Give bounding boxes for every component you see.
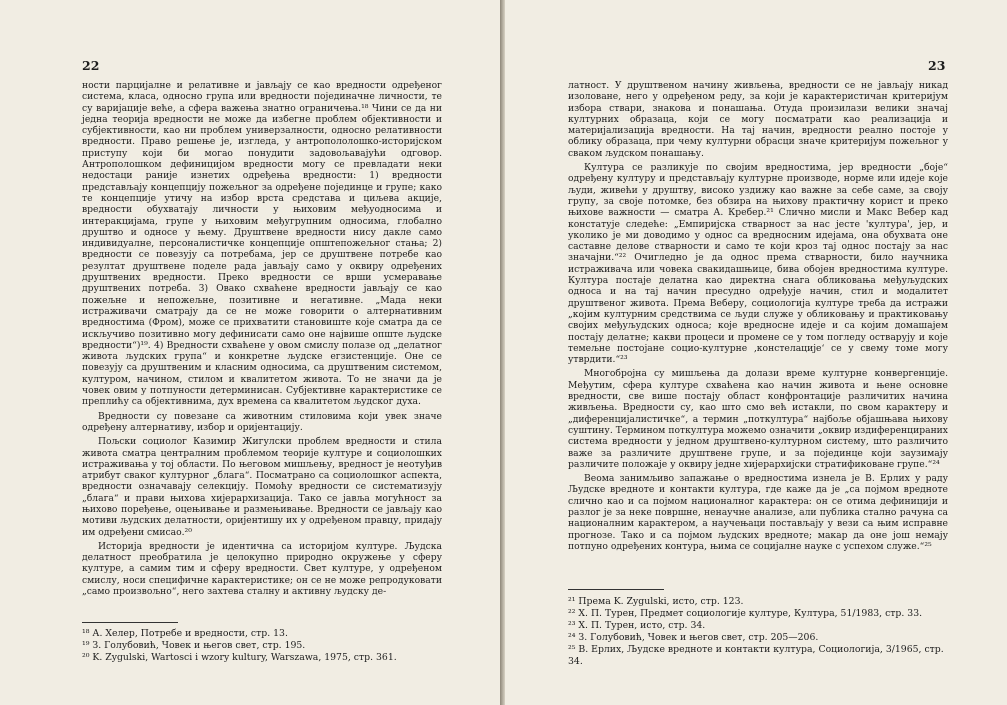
paragraph: латност. У друштвеном начину живљења, вредности се не јављају никад изоловане, него у одређеном реду, за који је карактеристичан критеријум избора ствари, знакова и понашања. Отуда произилази велики значај културних образаца, који се могу посматрати као реализација и материјализација вредности. На тај начин, вредности реално постоје у облику образаца, при чему културни обрасци значе критеријум пожељног у сваком људском понашању. — [568, 80, 948, 159]
paragraph: Историја вредности је идентична са историјом културе. Људска делатност преобратила је целокупно природно окружење у сферу културе, а самим тим и сферу вредности. Свет културе, у одређеном смислу, носи специфичне карактеристике; он се не може репродуковати „само произвољно“, него захтева сталну и активну људску де- — [82, 540, 442, 598]
footnote: ¹⁸ А. Хелер, Потребе и вредности, стр. 13. — [82, 628, 288, 639]
paragraph: Пољски социолог Казимир Жигулски проблем вредности и стила живота сматра централним проблемом теорије културе и социолошких истраживања у тој области. По његовом мишљењу, вредност је неотуђив атрибут сваког културног „блага“. Посматрано са социолошког аспекта, вредности означавају селекцију. Помоћу вредности се систематизују „блага“ и прави њихова хијерархизација. Тако се јавља могућност за њихово поређење, оцењивање и размењивање. Вредности се јављају као мотиви људских делатности, оријентишу их у одређеном правцу, придају им одређени смисао.²⁰ — [82, 436, 442, 538]
footnote: ²¹ Према K. Zygulski, исто, стр. 123. — [568, 596, 744, 607]
footnotes — [82, 628, 442, 664]
footnote: ²³ Х. П. Турен, исто, стр. 34. — [568, 620, 706, 631]
footnote: ²⁵ В. Ерлих, Људске вредноте и контакти култура, Социологија, 3/1965, стр. 34. — [568, 644, 944, 667]
body-text — [82, 80, 442, 597]
left-page — [0, 0, 501, 705]
footnote-rule — [82, 622, 178, 623]
footnote: ²² Х. П. Турен, Предмет социологије културе, Култура, 51/1983, стр. 33. — [568, 608, 923, 619]
footnote: ²⁰ K. Zygulski, Wartosci i wzory kultury, Warszawa, 1975, стр. 361. — [82, 652, 397, 663]
page-number: 22 — [82, 58, 100, 73]
footnote: ¹⁹ З. Голубовић, Човек и његов свет, стр. 195. — [82, 640, 306, 651]
footnote-rule — [568, 589, 664, 590]
paragraph: Култура се разликује по својим вредностима, јер вредности „боје“ одређену културу и представљају културне производе, норме или идеје које људи, живећи у друштву, високо уздижу као важне за себе саме, за своју групу, за своје потомке, без обзира на њихову практичну корист и преко њихове важности — сматра А. Кребер.²¹ Слично мисли и Макс Вебер кад констатује следеће: „Емпиријска стварност за нас јесте 'култура', јер, и уколико је ми доводимо у однос са вредносним идејама, она обухвата оне саставне делове стварности и само те који кроз тај однос постају за нас значајни.“²² Очигледно је да однос према стварности, било научника истраживача или човека свакидашњице, бива обојен вредностима културе. Култура постаје делатна као директна снага обликовања међуљудских односа и на тај начин пресудно одређује начин, стил и модалитет друштвеног живота. Према Веберу, социологија културе треба да истражи „којим културним средствима се људи служе у обликовању и практиковању својих међуљудских односа; које вредносне идеје и са којим домашајем постају делатне; какви процеси и промене се у том погледу остварују и које темељне постојане социо-културне ‚констелације‘ се у свему томе могу утврдити.“²³ — [568, 162, 948, 366]
paragraph: Многобројна су мишљења да долази време културне конвергенције. Међутим, сфера културе схваћена као начин живота и њене основне вредности, све више постају област конфронтације различитих начина живљења. Вредности су, као што смо већ истакли, по свом карактеру и „диференцијалистичке“, а термин „поткултура“ најбоље објашњава њихову суштину. Термином поткултура можемо означити „оквир издиференцираних система вредности у једном друштвено-културном систему, што различито важе за различите друштвене групе, и за појединце који заузимају различите положаје у оквиру једне хијерархијски стратификоване групе.“²⁴ — [568, 368, 948, 470]
right-page — [505, 0, 1007, 705]
body-text — [568, 80, 948, 552]
paragraph: Веома занимљиво запажање о вредностима изнела је В. Ерлих у раду Људске вредноте и контакти култура, где каже да је „са појмом вредноте слично као и са појмом националног карактера: он се отима дефиницији и разлог је за неке површне, ненаучне анализе, али публика стално рачуна са националним карактером, а научењаци постављају у вези са њим исправне прогнозе. Тако и са појмом људских вредноте; макар да оне још немају потпуно одређених контура, њима се социјалне науке с успехом служе.“²⁵ — [568, 473, 948, 552]
paragraph: Вредности су повезане са животним стиловима који увек значе одређену алтернативу, избор и оријентацију. — [82, 410, 442, 433]
footnotes — [568, 596, 948, 668]
page-number: 23 — [928, 58, 946, 73]
paragraph: ности парцијалне и релативне и јављају се као вредности одређеног система, класа, односно група или вредности појединачне личности, те су варијације веће, а сфера важења знатно ограничења.¹⁸ Чини се да ни једна теорија вредности не може да избегне проблем објективности и субјективности, као ни проблем универзалности, односно релативности вредности. Право решење је, изгледа, у антропололошко-историјском приступу који би могао понудити задовољавајући одговор. Антрополошком дефиницијом вредности могу се превладати неки недостаци раније изнетих одређења вредности: 1) вредности представљају концепцију пожељног за одређене појединце и групе; како те концепције утичу на избор врста средстава и циљева акције, вредности обухватају личности у њиховим међуодносима и интеракцијама, групе у њиховим међугрупним односима, глобално друштво и односе у њему. Друштвене вредности нису дакле само индивидуалне, персоналистичке концепције општепожељног стања; 2) вредности се повезују са потребама, јер се друштвене потребе као резултат друштвене поделе рада јављају само у оквиру одређених друштвених вредности. Преко вредности се врши усмеравање друштвених потреба. 3) Овако схваћене вредности јављају се као пожељне и непожељне, позитивне и негативне. „Мада неки истраживачи сматрају да се не може говорити о алтернативним вредностима (Фром), може се прихватити становиште које сматра да се искључиво позитивно могу дефинисати само оне највише опште људске вредности“)¹⁹. 4) Вредности схваћене у овом смислу полазе од „делатног живота људских група“ и конкретне људске егзистенције. Оне се повезују са друштвеним и класним односима, са друштвеним системом, културом, начином, стилом и квалитетом живота. То не значи да је човек овим у потпуности детерминисан. Субјективне карактеристике се преплићу са објективнима, дух времена са квалитетом људског духа. — [82, 80, 442, 408]
footnote: ²⁴ З. Голубовић, Човек и његов свет, стр. 205—206. — [568, 632, 819, 643]
